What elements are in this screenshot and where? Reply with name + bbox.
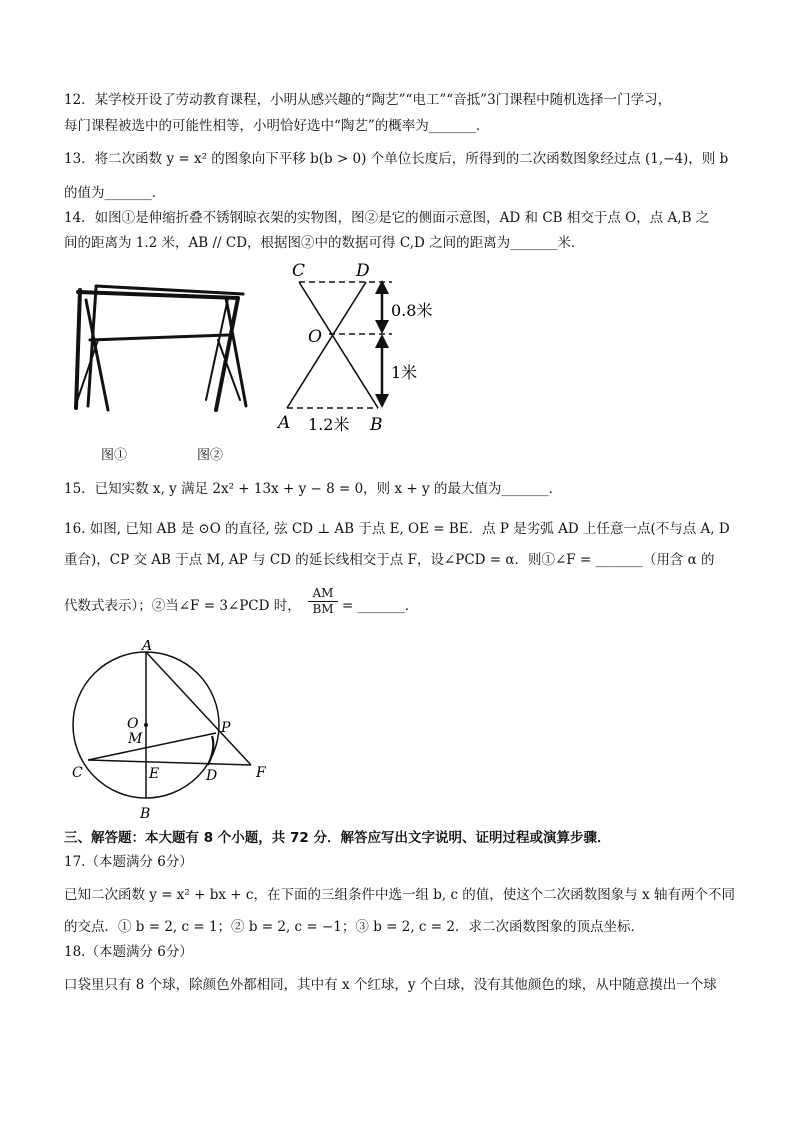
fig16-label-D: D bbox=[206, 768, 218, 784]
fig14-label-A: A bbox=[278, 413, 291, 433]
fraction-denominator: BM bbox=[312, 602, 334, 616]
fig16-label-O: O bbox=[127, 716, 139, 732]
fig14-label-C: C bbox=[292, 261, 306, 281]
figure-14-schematic bbox=[270, 258, 450, 438]
q13-line2: 的值为_______． bbox=[64, 185, 166, 201]
fig14-label-B: B bbox=[370, 415, 383, 435]
fig16-label-P: P bbox=[221, 720, 231, 736]
fig14-dim-top: 0.8米 bbox=[391, 301, 433, 320]
section-3-heading: 三、解答题：本大题有 8 个小题，共 72 分．解答应写出文字说明、证明过程或演算步骤． bbox=[64, 830, 611, 846]
q17-header: 17.（本题满分 6分） bbox=[64, 854, 193, 870]
figure-14-caption-1: 图① bbox=[101, 448, 128, 463]
fig16-label-A: A bbox=[142, 640, 153, 654]
q15-line: 15．已知实数 x, y 满足 2x² + 13x + y − 8 = 0，则 x + y 的最大值为_______． bbox=[64, 481, 563, 497]
fig16-label-C: C bbox=[72, 765, 83, 781]
fig14-dim-bottom: 1米 bbox=[391, 363, 418, 382]
figure-14-photo bbox=[68, 280, 258, 430]
q18-header: 18.（本题满分 6分） bbox=[64, 944, 193, 960]
q12-line2: 每门课程被选中的可能性相等，小明恰好选中“陶艺”的概率为_______． bbox=[64, 118, 490, 134]
q16-line3-end: = _______． bbox=[342, 598, 419, 614]
q16-line3: 代数式表示）；②当∠F = 3∠PCD 时， bbox=[64, 598, 301, 614]
fig16-label-B: B bbox=[140, 806, 151, 822]
fig16-label-M: M bbox=[128, 731, 143, 747]
q16-fraction bbox=[308, 586, 338, 617]
q14-line1: 14．如图①是伸缩折叠不锈钢晾衣架的实物图，图②是它的侧面示意图，AD 和 CB 相交于点 O，点 A,B 之 bbox=[64, 210, 710, 226]
q18-line1: 口袋里只有 8 个球，除颜色外都相同，其中有 x 个红球，y 个白球，没有其他颜色的球，从中随意摸出一个球 bbox=[64, 977, 717, 993]
q16-line1: 16. 如图, 已知 AB 是 ⊙O 的直径, 弦 CD ⊥ AB 于点 E, OE = BE．点 P 是劣弧 AD 上任意一点(不与点 A, D bbox=[64, 521, 730, 537]
fig14-dim-ab: 1.2米 bbox=[308, 415, 350, 434]
figure-16-circle bbox=[66, 640, 276, 825]
figure-14-caption-2: 图② bbox=[197, 448, 224, 463]
q17-line2: 的交点．① b = 2, c = 1；② b = 2, c = −1；③ b = 2, c = 2．求二次函数图象的顶点坐标． bbox=[64, 919, 644, 935]
fig14-label-O: O bbox=[308, 327, 322, 347]
fig14-label-D: D bbox=[356, 261, 370, 281]
q14-line2: 间的距离为 1.2 米，AB // CD，根据图②中的数据可得 C,D 之间的距离为_______米． bbox=[64, 235, 585, 251]
fraction-numerator: AM bbox=[308, 586, 338, 602]
fig16-label-F: F bbox=[256, 765, 266, 781]
q17-line1: 已知二次函数 y = x² + bx + c，在下面的三组条件中选一组 b, c 的值，使这个二次函数图象与 x 轴有两个不同 bbox=[64, 887, 736, 903]
q16-line2: 重合)，CP 交 AB 于点 M, AP 与 CD 的延长线相交于点 F，设∠PCD = α．则①∠F = _______（用含 α 的 bbox=[64, 552, 715, 568]
q13-line1: 13．将二次函数 y = x² 的图象向下平移 b(b > 0) 个单位长度后，所得到的二次函数图象经过点 (1,−4)，则 b bbox=[64, 151, 729, 167]
q12-line1: 12．某学校开设了劳动教育课程，小明从感兴趣的“陶艺”“电工”“音抵”3门课程中随机选择一门学习， bbox=[64, 92, 672, 108]
fig16-label-E: E bbox=[149, 766, 160, 782]
